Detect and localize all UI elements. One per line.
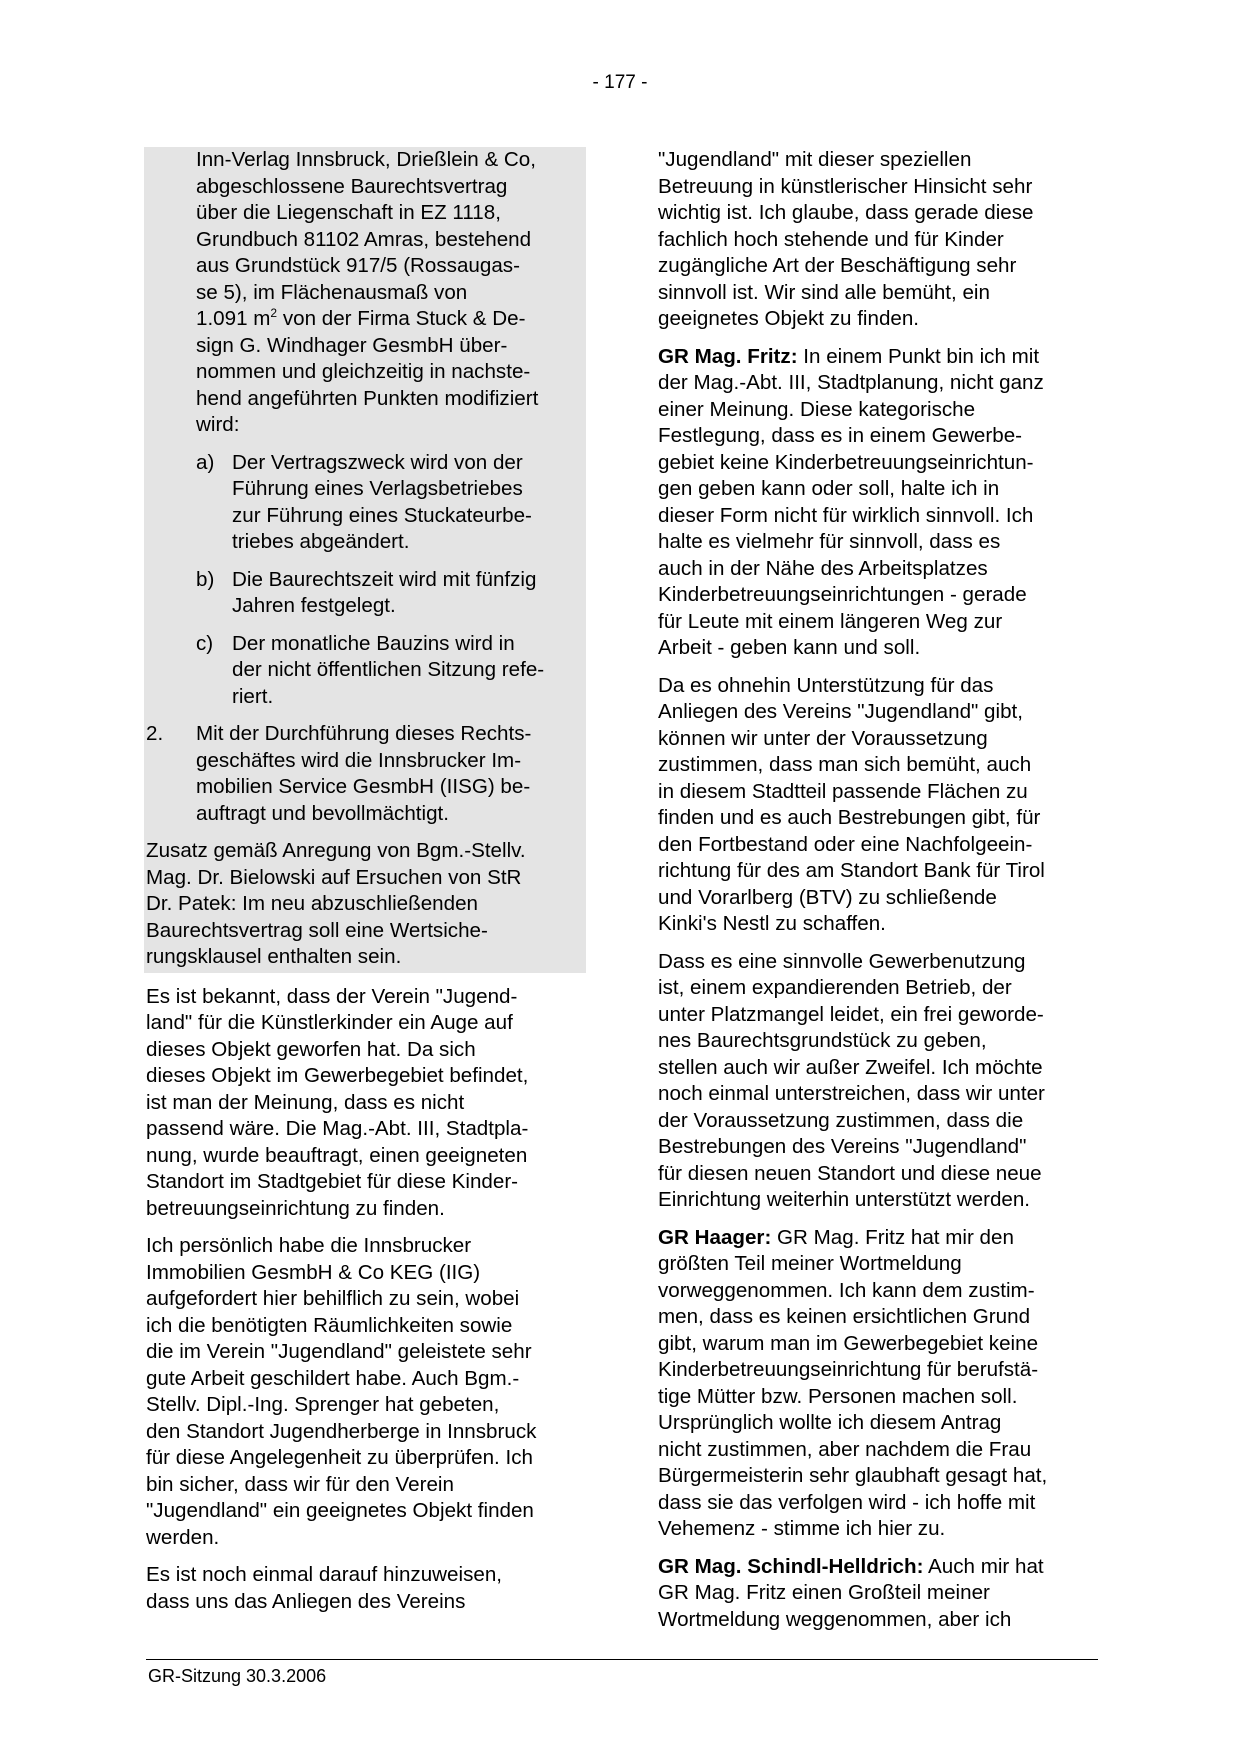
text-line: Die Baurechtszeit wird mit fünfzig	[232, 567, 537, 591]
list-label: b)	[196, 567, 215, 591]
text-line: noch einmal unterstreichen, dass wir unter	[658, 1082, 1045, 1105]
text-line: mobilien Service GesmbH (IISG) be-	[196, 775, 531, 798]
text-run: In einem Punkt bin ich mit	[797, 344, 1040, 368]
paragraph	[658, 147, 1100, 333]
text-line: nicht zustimmen, aber nachdem die Frau	[658, 1437, 1032, 1461]
text-line: vorweggenommen. Ich kann dem zustim-	[658, 1278, 1035, 1302]
text-line: auftragt und bevollmächtigt.	[196, 801, 449, 825]
text-line: dieses Objekt im Gewerbegebiet befindet,	[146, 1064, 529, 1087]
list-label: c)	[196, 631, 214, 655]
text-run: GR Mag. Fritz hat mir den	[771, 1225, 1014, 1249]
text-line: Bestrebungen des Vereins "Jugendland"	[658, 1135, 1027, 1158]
text-line: "Jugendland" mit dieser speziellen	[658, 148, 972, 171]
text-line: für diesen neuen Standort und diese neue	[658, 1161, 1042, 1185]
footer-divider	[146, 1659, 1098, 1660]
motion-intro	[146, 147, 586, 710]
text-line: der Mag.-Abt. III, Stadtplanung, nicht ganz	[658, 371, 1044, 394]
text-line: Es ist bekannt, dass der Verein "Jugend-	[146, 984, 518, 1008]
paragraph-fritz	[658, 344, 1100, 662]
text-line: Kinderbetreuungseinrichtungen - gerade	[658, 583, 1027, 606]
text-line: GR Mag. Fritz einen Großteil meiner	[658, 1581, 990, 1604]
text-line: finden und es auch Bestrebungen gibt, für	[658, 806, 1041, 829]
text-line: Wortmeldung weggenommen, aber ich	[658, 1607, 1012, 1631]
left-column	[146, 147, 586, 1626]
text-line: Arbeit - geben kann und soll.	[658, 636, 921, 659]
area-rest: von der Firma Stuck & De-	[277, 307, 526, 330]
text-line: dass sie das verfolgen wird - ich hoffe mit	[658, 1490, 1036, 1514]
text-line: rungsklausel enthalten sein.	[146, 945, 402, 968]
text-line: passend wäre. Die Mag.-Abt. III, Stadtpla-	[146, 1117, 529, 1140]
text-line: Jahren festgelegt.	[232, 594, 396, 617]
text-line: zustimmen, dass man sich bemüht, auch	[658, 753, 1032, 776]
text-line: über die Liegenschaft in EZ 1118,	[196, 201, 501, 224]
text-line: Ursprünglich wollte ich diesem Antrag	[658, 1411, 1002, 1434]
text-line	[658, 1225, 1100, 1252]
addendum-note	[146, 838, 586, 971]
text-line: men, dass es keinen ersichtlichen Grund	[658, 1305, 1031, 1328]
text-line: betreuungseinrichtung zu finden.	[146, 1196, 445, 1220]
text-line: Anliegen des Vereins "Jugendland" gibt,	[658, 700, 1023, 723]
text-line: bin sicher, dass wir für den Verein	[146, 1472, 454, 1496]
text-line: für diese Angelegenheit zu überprüfen. Ich	[146, 1446, 533, 1469]
text-line: den Fortbestand oder eine Nachfolgeein-	[658, 832, 1033, 856]
text-line: in diesem Stadtteil passende Flächen zu	[658, 779, 1028, 803]
speaker-name: GR Mag. Schindl-Helldrich:	[658, 1554, 924, 1578]
area-line	[196, 306, 586, 333]
text-line: hend angeführten Punkten modifiziert	[196, 386, 539, 410]
text-line: können wir unter der Voraussetzung	[658, 726, 988, 750]
text-line: Zusatz gemäß Anregung von Bgm.-Stellv.	[146, 839, 526, 862]
text-line: halte es vielmehr für sinnvoll, dass es	[658, 530, 1001, 553]
text-line: sign G. Windhager GesmbH über-	[196, 333, 508, 357]
list-text	[232, 631, 586, 711]
motion-text-box	[144, 147, 586, 973]
page-number: - 177 -	[592, 72, 648, 93]
area-value: 1.091 m	[196, 307, 271, 330]
text-line: der nicht öffentlichen Sitzung refe-	[232, 658, 545, 681]
text-line: unter Platzmangel leidet, ein frei geworde-	[658, 1002, 1044, 1026]
area-unit-sup: 2	[270, 306, 278, 321]
text-line: geschäftes wird die Innsbrucker Im-	[196, 748, 522, 772]
text-line: zur Führung eines Stuckateurbe-	[232, 503, 532, 527]
text-line: Kinderbetreuungseinrichtung für berufstä-	[658, 1358, 1039, 1381]
list-item-c	[196, 631, 586, 711]
text-line: Standort im Stadtgebiet für diese Kinder-	[146, 1170, 519, 1193]
text-line: richtung für des am Standort Bank für Tirol	[658, 859, 1045, 882]
text-line: Mag. Dr. Bielowski auf Ersuchen von StR	[146, 865, 522, 889]
text-line: ist, einem expandierenden Betrieb, der	[658, 976, 1012, 999]
text-line: Dass es eine sinnvolle Gewerbenutzung	[658, 949, 1026, 973]
text-line: ich die benötigten Räumlichkeiten sowie	[146, 1313, 513, 1337]
text-line: Einrichtung weiterhin unterstützt werden.	[658, 1188, 1031, 1211]
text-line: Ich persönlich habe die Innsbrucker	[146, 1234, 472, 1257]
text-line: größten Teil meiner Wortmeldung	[658, 1252, 962, 1275]
text-line: Vehemenz - stimme ich hier zu.	[658, 1517, 946, 1540]
text-line: für Leute mit einem längeren Weg zur	[658, 609, 1003, 633]
paragraph	[658, 673, 1100, 938]
list-item-b	[196, 567, 586, 620]
text-line: der Voraussetzung zustimmen, dass die	[658, 1108, 1024, 1132]
item-number: 2.	[146, 722, 164, 745]
text-line: aufgefordert hier behilflich zu sein, wobei	[146, 1287, 520, 1310]
text-line: Baurechtsvertrag soll eine Wertsiche-	[146, 918, 488, 942]
text-line: dass uns das Anliegen des Vereins	[146, 1589, 466, 1613]
text-line	[658, 344, 1100, 371]
text-line: zugängliche Art der Beschäftigung sehr	[658, 254, 1017, 277]
text-line: den Standort Jugendherberge in Innsbruck	[146, 1419, 537, 1443]
text-line: Dr. Patek: Im neu abzuschließenden	[146, 892, 478, 915]
paragraph	[146, 1562, 586, 1615]
text-line: land" für die Künstlerkinder ein Auge auf	[146, 1011, 513, 1034]
paragraph-schindl-helldrich	[658, 1554, 1100, 1634]
list-text	[232, 450, 586, 556]
text-line: Festlegung, dass es in einem Gewerbe-	[658, 424, 1023, 447]
text-line: gibt, warum man im Gewerbegebiet keine	[658, 1331, 1039, 1355]
text-run: Auch mir hat	[923, 1554, 1044, 1578]
text-line	[658, 1554, 1100, 1581]
text-line: stellen auch wir außer Zweifel. Ich möchte	[658, 1055, 1043, 1079]
text-line: Der monatliche Bauzins wird in	[232, 631, 515, 655]
text-line: aus Grundstück 917/5 (Rossaugas-	[196, 254, 520, 277]
text-line: auch in der Nähe des Arbeitsplatzes	[658, 556, 988, 580]
text-line: gebiet keine Kinderbetreuungseinrichtun-	[658, 450, 1034, 474]
text-line: Stellv. Dipl.-Ing. Sprenger hat gebeten,	[146, 1393, 500, 1416]
text-line: dieser Form nicht für wirklich sinnvoll. Ich	[658, 503, 1034, 527]
paragraph-haager	[658, 1225, 1100, 1543]
text-line: Grundbuch 81102 Amras, bestehend	[196, 227, 532, 251]
text-line: und Vorarlberg (BTV) zu schließende	[658, 885, 997, 909]
text-line: Mit der Durchführung dieses Rechts-	[196, 722, 532, 745]
text-line: wichtig ist. Ich glaube, dass gerade diese	[658, 201, 1034, 224]
text-line: se 5), im Flächenausmaß von	[196, 280, 468, 304]
text-line: Bürgermeisterin sehr glaubhaft gesagt hat,	[658, 1464, 1048, 1487]
text-line: wird:	[196, 413, 240, 436]
item-text	[196, 721, 586, 827]
right-column	[658, 147, 1100, 1644]
paragraph	[146, 1233, 586, 1551]
list-label: a)	[196, 450, 215, 474]
text-line: Betreuung in künstlerischer Hinsicht sehr	[658, 174, 1033, 198]
text-line: triebes abgeändert.	[232, 530, 410, 553]
text-line: sinnvoll ist. Wir sind alle bemüht, ein	[658, 280, 990, 304]
text-line: Kinki's Nestl zu schaffen.	[658, 912, 886, 935]
text-line: fachlich hoch stehende und für Kinder	[658, 227, 1004, 251]
text-line: werden.	[146, 1525, 220, 1549]
text-line: Führung eines Verlagsbetriebes	[232, 477, 523, 500]
footer-session-date: GR-Sitzung 30.3.2006	[148, 1666, 327, 1686]
text-line: riert.	[232, 684, 274, 708]
text-line: nes Baurechtsgrundstück zu geben,	[658, 1029, 987, 1052]
text-line: nung, wurde beauftragt, einen geeigneten	[146, 1143, 528, 1167]
text-line: Immobilien GesmbH & Co KEG (IIG)	[146, 1260, 481, 1284]
text-line: Inn-Verlag Innsbruck, Drießlein & Co,	[196, 148, 536, 171]
text-line: Es ist noch einmal darauf hinzuweisen,	[146, 1563, 503, 1586]
text-line: dieses Objekt geworfen hat. Da sich	[146, 1037, 476, 1061]
text-line: einer Meinung. Diese kategorische	[658, 397, 976, 421]
text-line: abgeschlossene Baurechtsvertrag	[196, 174, 508, 198]
text-line: geeignetes Objekt zu finden.	[658, 307, 920, 330]
list-text	[232, 567, 586, 620]
speaker-name: GR Haager:	[658, 1225, 772, 1249]
text-line: ist man der Meinung, dass es nicht	[146, 1090, 465, 1114]
paragraph	[658, 949, 1100, 1214]
paragraph	[146, 984, 586, 1223]
numbered-item-2	[146, 721, 586, 827]
text-line: die im Verein "Jugendland" geleistete sehr	[146, 1340, 532, 1363]
text-line: nommen und gleichzeitig in nachste-	[196, 360, 531, 383]
text-line: tige Mütter bzw. Personen machen soll.	[658, 1384, 1018, 1408]
text-line: gen geben kann oder soll, halte ich in	[658, 477, 1000, 500]
text-line: "Jugendland" ein geeignetes Objekt finden	[146, 1499, 534, 1522]
text-line: gute Arbeit geschildert habe. Auch Bgm.-	[146, 1366, 520, 1390]
text-line: Da es ohnehin Unterstützung für das	[658, 673, 994, 697]
speaker-name: GR Mag. Fritz:	[658, 344, 798, 368]
text-line: Der Vertragszweck wird von der	[232, 450, 523, 474]
list-item-a	[196, 450, 586, 556]
